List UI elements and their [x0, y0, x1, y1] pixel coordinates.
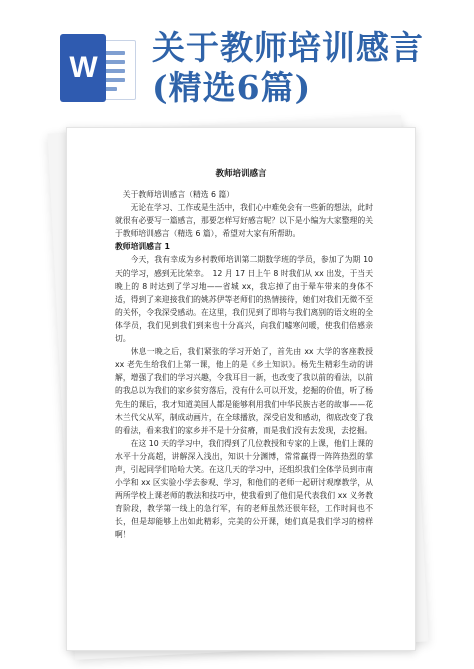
word-document-icon	[60, 34, 138, 102]
document-page	[66, 127, 416, 651]
banner-title-line2: (精选6篇)	[152, 68, 312, 107]
word-letter: W	[69, 51, 97, 84]
word-badge	[60, 34, 106, 102]
body-paragraph: 休息一晚之后，我们紧张的学习开始了，首先由 xx 大学的客座教授 xx 老先生给我们上第一课，他上的是《乡土知识》。杨先生精彩生动的讲解，增强了我们的学习兴趣，令我耳目一新，也改变了我以前的看法，以前的我总以为我们的家乡贫穷落后，没有什么可以开发，挖掘的价值，听了杨先生的课后，我才知道美国人都是能够利用我们中华民族古老的故事——花木兰代父从军，制成动画片，在全球播放，深受启发和感动，彻底改变了我的看法，看来我们的家乡并不是十分贫瘠，而是我们没有去发现，去挖掘。	[115, 347, 373, 435]
banner	[0, 0, 474, 120]
document-body	[115, 188, 373, 542]
body-paragraph: 在这 10 天的学习中，我们得到了几位教授和专家的上课，他们上课的水平十分高超，讲解深入浅出，知识十分渊博，常常赢得一阵阵热烈的掌声，引起同学们哈哈大笑。在这几天的学习中，还组织我们全体学员到市南小学和 xx 区实验小学去参观、学习，和他们的老师一起研讨观摩教学，从两所学校上课老师的教法和技巧中，使我看到了他们是代表我们 xx 义务教育阶段，教学第一线上的急行军，有的老师虽然还很年轻，工作时间也不长，但是却能够上出如此精彩，完美的公开课，她们真是我们学习的榜样啊！	[115, 438, 373, 540]
banner-title	[152, 28, 472, 108]
document-subtitle: 关于教师培训感言（精选 6 篇）	[122, 190, 235, 199]
document-heading: 教师培训感言	[215, 169, 267, 179]
banner-title-line1: 关于教师培训感言	[152, 28, 424, 67]
intro-paragraph: 无论在学习、工作或是生活中，我们心中难免会有一些新的想法，此时就很有必要写一篇感言，那要怎样写好感言呢？以下是小编为大家整理的关于教师培训感言（精选 6 篇），希望对大家有所帮助。	[115, 203, 373, 239]
body-paragraph: 今天，我有幸成为乡村教师培训第二期数学班的学员，参加了为期 10 天的学习，感到无比荣幸。 12 月 17 日上午 8 时我们从 xx 出发，于当天晚上的 8 时达到了学习地——省城 xx，我忘掉了由于晕车带来的身体不适，得到了来迎接我们的姚苏伊等老师们的热情接待，她们对我们无微不至的关怀，令我深受感动。在这里，我们见到了即将与我们离别的语文班的全体学员，我们见到我们到来也十分高兴，向我们嘘寒问暖，使我们倍感亲切。	[115, 255, 373, 344]
section-heading: 教师培训感言 1	[115, 242, 170, 252]
